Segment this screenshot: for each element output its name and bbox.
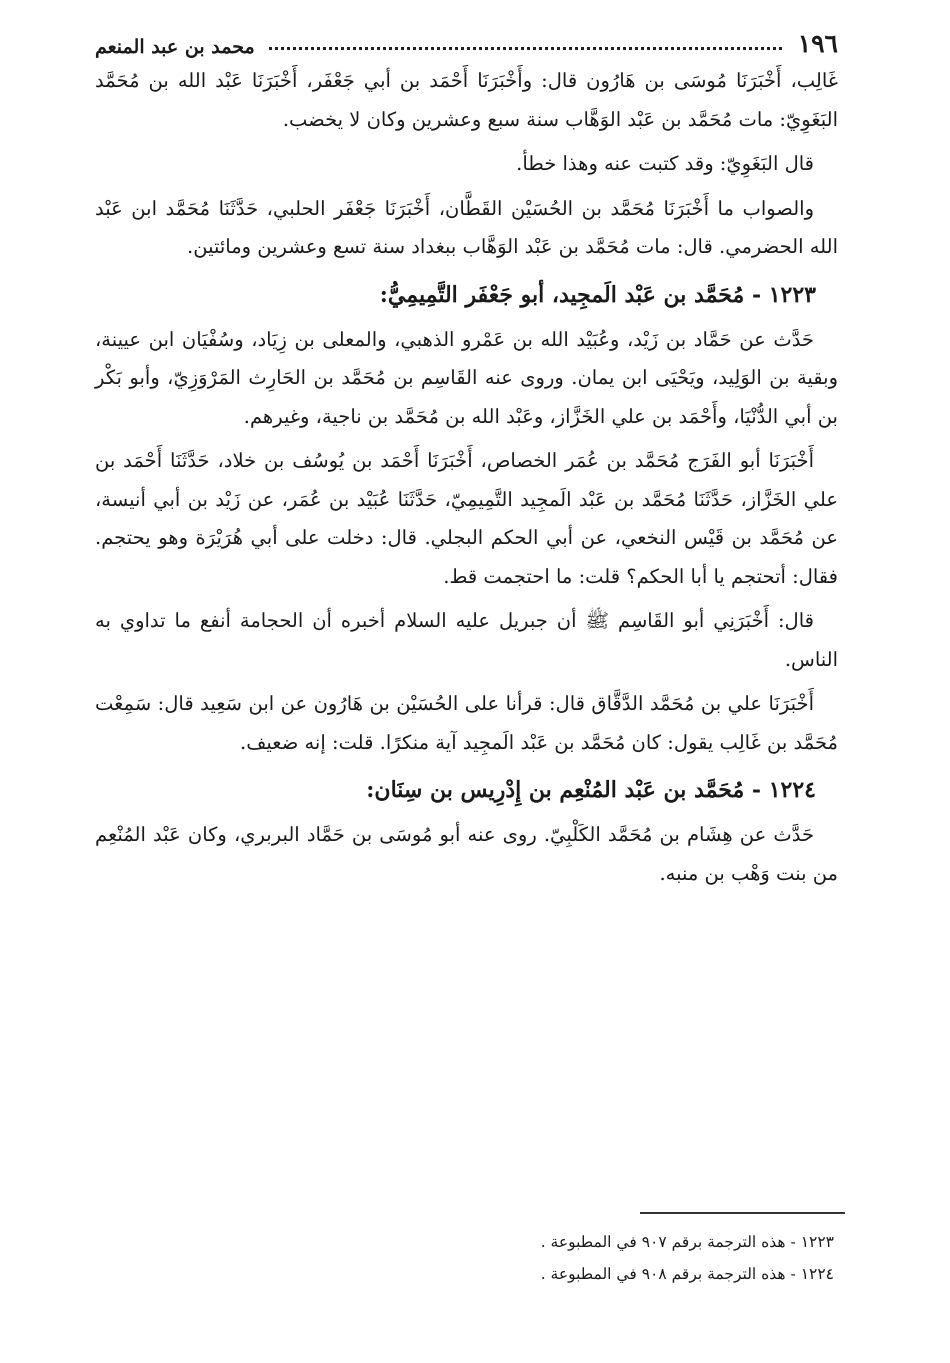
running-title: محمد بن عبد المنعم [95, 36, 255, 58]
page-header [95, 24, 838, 58]
paragraph: قال البَغَوِيّ: وقد كتبت عنه وهذا خطأ. [516, 152, 814, 175]
paragraph: قال: أَخْبَرَنِي أبو القَاسِم ﷺ أن جبريل عليه السلام أخبره أن الحجامة أنفع ما تداوي به الناس. [95, 609, 838, 671]
paragraph: حَدَّث عن حَمَّاد بن زَيْد، وعُبَيْد الله بن عَمْرو الذهبي، والمعلى بن زِيَاد، وسُفْيَان ابن عيينة، وبقية بن الوَلِيد، ويَحْيَى ابن يمان. وروى عنه القَاسِم بن مُحَمَّد بن الحَارِث المَرْوَزِيّ، وأبو بَكْر بن أبي الدُّنْيَا، وأَحْمَد بن علي الخَزَّاز، وعَبْد الله بن مُحَمَّد بن ناجية، وغيرهم. [95, 327, 838, 428]
paragraph: غَالِب، أَخْبَرَنَا مُوسَى بن هَارُون قال: وأَخْبَرَنَا أَحْمَد بن أبي جَعْفَر، أَخْبَرَنَا عَبْد الله بن مُحَمَّد البَغَوِيّ: مات مُحَمَّد بن عَبْد الوَهَّاب سنة سبع وعشرين وكان لا يخضب. [95, 69, 838, 131]
footnote-separator [640, 1212, 845, 1214]
entry-heading: ١٢٢٤ - مُحَمَّد بن عَبْد المُنْعِم بن إِدْرِيس بن سِنَان: [366, 777, 816, 803]
main-text [95, 62, 838, 899]
header-dotted-leader [269, 47, 782, 50]
page-number: ١٩٦ [797, 29, 838, 58]
footnotes [541, 1226, 838, 1290]
footnote: ١٢٢٤ - هذه الترجمة برقم ٩٠٨ في المطبوعة . [540, 1265, 834, 1283]
paragraph: حَدَّث عن هِشَام بن مُحَمَّد الكَلْبِيّ. روى عنه أبو مُوسَى بن حَمَّاد البربري، وكان عَبْد المُنْعِم من بنت وَهْب بن منبه. [95, 823, 838, 885]
paragraph: أَخْبَرَنَا أبو الفَرَج مُحَمَّد بن عُمَر الخصاص، أَخْبَرَنَا أَحْمَد بن يُوسُف بن خلاد، حَدَّثَنَا أَحْمَد بن علي الخَزَّاز، حَدَّثَنَا مُحَمَّد بن عَبْد الَمجِيد التَّمِيمِيّ، حَدَّثَنَا عُبَيْد بن عُمَر، عن زَيْد بن أبي أنيسة، عن مُحَمَّد بن قَيْس النخعي، عن أبي الحكم البجلي. قال: دخلت على أبي هُرَيْرَة وهو يحتجم. فقال: أتحتجم يا أبا الحكم؟ قلت: ما احتجمت قط. [95, 449, 838, 588]
paragraph: أَخْبَرَنَا علي بن مُحَمَّد الدَّقَّاق قال: قرأنا على الحُسَيْن بن هَارُون عن ابن سَعِيد قال: سَمِعْت مُحَمَّد بن غَالِب يقول: كان مُحَمَّد بن عَبْد الَمجِيد آية منكرًا. قلت: إنه ضعيف. [95, 692, 838, 754]
entry-heading: ١٢٢٣ - مُحَمَّد بن عَبْد الَمجِيد، أبو جَعْفَر التَّمِيمِيُّ: [379, 281, 816, 308]
paragraph: والصواب ما أَخْبَرَنَا مُحَمَّد بن الحُسَيْن القَطَّان، أَخْبَرَنَا جَعْفَر الحلبي، حَدَّثَنَا مُحَمَّد ابن عَبْد الله الحضرمي. قال: مات مُحَمَّد بن عَبْد الوَهَّاب ببغداد سنة تسع وعشرين ومائتين. [95, 196, 838, 258]
footnote: ١٢٢٣ - هذه الترجمة برقم ٩٠٧ في المطبوعة . [540, 1233, 834, 1251]
